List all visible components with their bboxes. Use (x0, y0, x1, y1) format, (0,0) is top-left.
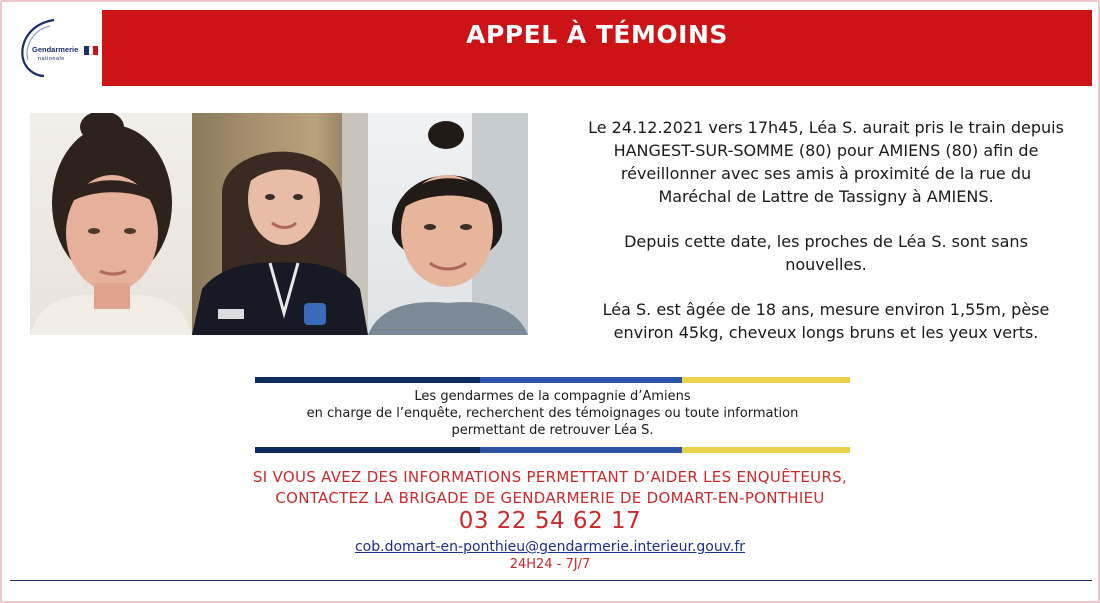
notice-line: permettant de retrouver Léa S. (451, 423, 654, 438)
photo-2 (192, 113, 368, 335)
cta-line-1: SI VOUS AVEZ DES INFORMATIONS PERMETTANT D’AIDER LES ENQUÊTEURS, (252, 468, 848, 486)
description-paragraph-2 (560, 230, 1092, 276)
call-to-action (150, 467, 950, 509)
title-banner (102, 10, 1092, 86)
logo-subtitle: nationale (38, 56, 65, 62)
notice-line: en charge de l’enquête, recherchent des témoignages ou toute information (306, 406, 799, 421)
divider-bar-top (255, 377, 850, 383)
text-line: environ 45kg, cheveux longs bruns et les yeux verts. (613, 323, 1039, 342)
availability-hours: 24H24 - 7J/7 (509, 557, 591, 572)
footer-divider (10, 580, 1092, 581)
photo-3 (368, 113, 528, 335)
missing-person-photos (30, 113, 528, 335)
description-paragraph-1 (560, 116, 1092, 208)
investigation-notice (255, 388, 850, 439)
description-paragraph-3 (560, 298, 1092, 344)
logo-name: Gendarmerie (32, 45, 79, 54)
text-line: HANGEST-SUR-SOMME (80) pour AMIENS (80) afin de (613, 141, 1039, 160)
phone-number[interactable]: 03 22 54 62 17 (458, 508, 642, 534)
email-link[interactable]: cob.domart-en-ponthieu@gendarmerie.interieur.gouv.fr (354, 539, 746, 555)
gendarmerie-logo (10, 10, 102, 86)
description-text (560, 116, 1092, 366)
divider-bar-bottom (255, 447, 850, 453)
photo-1 (30, 113, 192, 335)
text-line: Depuis cette date, les proches de Léa S. sont sans (624, 232, 1028, 251)
text-line: réveillonner avec ses amis à proximité de la rue du (620, 164, 1032, 183)
cta-line-2: CONTACTEZ LA BRIGADE DE GENDARMERIE DE DOMART-EN-PONTHIEU (275, 489, 825, 507)
tricolor-flag-icon (84, 46, 98, 55)
text-line: Maréchal de Lattre de Tassigny à AMIENS. (658, 187, 994, 206)
text-line: nouvelles. (785, 255, 867, 274)
text-line: Léa S. est âgée de 18 ans, mesure environ 1,55m, pèse (602, 300, 1050, 319)
banner-title: APPEL À TÉMOINS (466, 19, 728, 49)
text-line: Le 24.12.2021 vers 17h45, Léa S. aurait pris le train depuis (588, 118, 1064, 137)
notice-line: Les gendarmes de la compagnie d’Amiens (414, 389, 691, 404)
